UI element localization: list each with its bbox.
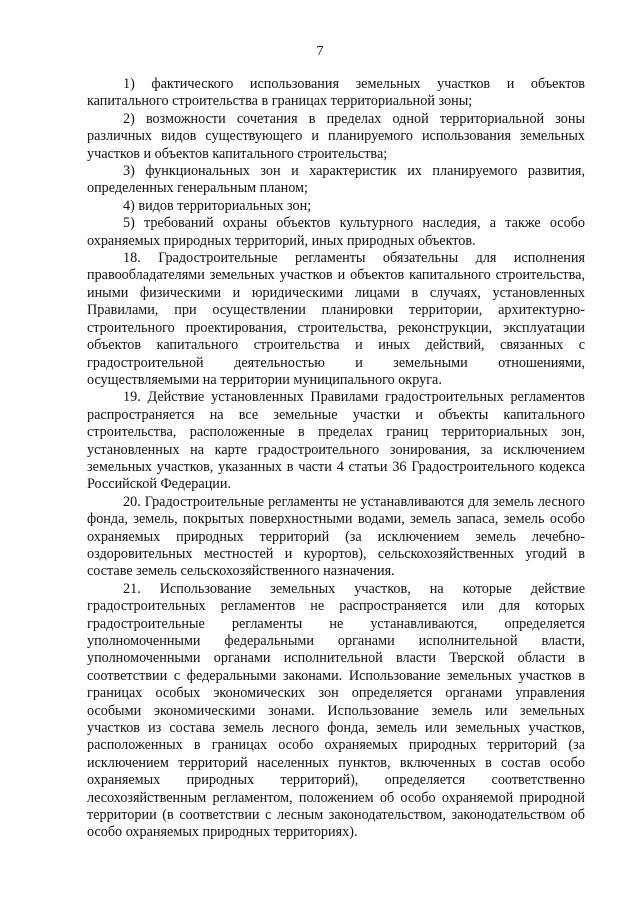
list-item-1: 1) фактического использования земельных участков и объектов капитального строительства в границах территориальной зоны; (87, 76, 585, 110)
document-body (87, 76, 585, 842)
list-item-4: 4) видов территориальных зон; (123, 197, 312, 214)
clause-21: 21. Использование земельных участков, на которые действие градостроительных регламентов не распространяется или для которых градостроительные регламенты не устанавливаются, определяется уполномоченными федеральными органами исполнительной власти, уполномоченными органами исполнительной власти Тверской области в соответствии с федеральными законами. Использование земельных участков в границах особых экономических зон определяется органами управления особыми экономическими зонами. Использование земель или земельных участков из состава земель лесного фонда, земель или земельных участков, расположенных в границах особо охраняемых природных территорий (за исключением территорий населенных пунктов, включенных в состав особо охраняемых природных территорий), определяется соответственно лесохозяйственным регламентом, положением об особо охраняемой природной территории (в соответствии с лесным законодательством, законодательством об особо охраняемых природных территориях). (87, 580, 585, 841)
clause-18: 18. Градостроительные регламенты обязательны для исполнения правообладателями земельных участков и объектов капитального строительства, иными физическими и юридическими лицами в случаях, установленных Правилами, при осуществлении планировки территории, архитектурно-строительного проектирования, строительства, реконструкции, эксплуатации объектов капитального строительства и иных действий, связанных с градостроительной деятельностью и земельными отношениями, осуществляемыми на территории муниципального округа. (87, 250, 585, 388)
list-item-3: 3) функциональных зон и характеристик их планируемого развития, определенных генеральным планом; (87, 163, 585, 197)
page-number: 7 (316, 44, 324, 59)
list-item-5: 5) требований охраны объектов культурного наследия, а также особо охраняемых природных территорий, иных природных объектов. (87, 215, 585, 249)
clause-19: 19. Действие установленных Правилами градостроительных регламентов распространяется на все земельные участки и объекты капитального строительства, расположенные в пределах границ территориальных зон, установленных на карте градостроительного зонирования, за исключением земельных участков, указанных в части 4 статьи 36 Градостроительного кодекса Российской Федерации. (87, 389, 585, 493)
list-item-2: 2) возможности сочетания в пределах одной территориальной зоны различных видов существующего и планируемого использования земельных участков и объектов капитального строительства; (87, 110, 585, 162)
clause-20: 20. Градостроительные регламенты не устанавливаются для земель лесного фонда, земель, покрытых поверхностными водами, земель запаса, земель особо охраняемых природных территорий (за исключением земель лечебно-оздоровительных местностей и курортов), сельскохозяйственных угодий в составе земель сельскохозяйственного назначения. (87, 493, 585, 580)
